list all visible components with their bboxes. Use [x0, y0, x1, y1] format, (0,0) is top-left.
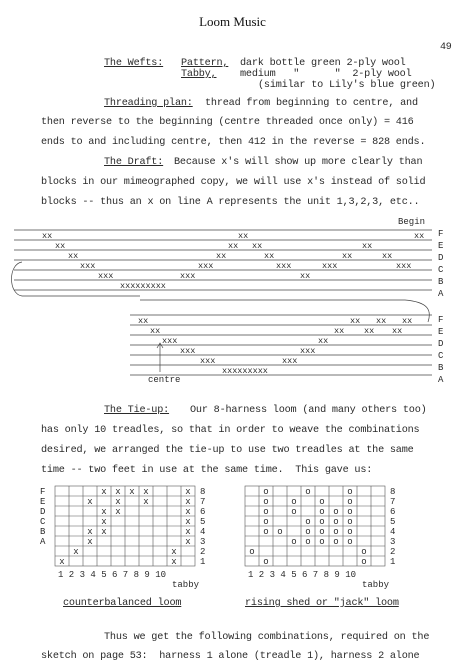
- row-number: 4: [390, 527, 396, 537]
- row-number: 2: [200, 547, 206, 557]
- tabby-label: tabby: [172, 580, 200, 590]
- row-number: 5: [390, 517, 396, 527]
- svg-text:xx: xx: [150, 326, 161, 336]
- svg-text:o: o: [319, 517, 325, 527]
- threading-draft-diagram: [0, 210, 465, 385]
- svg-text:o: o: [291, 507, 297, 517]
- svg-text:xxx: xxx: [322, 261, 338, 271]
- draft-line-2: blocks in our mimeographed copy, we will use x's instead of solid: [41, 177, 426, 188]
- threading-line-1: thread from beginning to centre, and: [205, 98, 418, 109]
- threading-label: Threading plan:: [104, 98, 193, 109]
- treadle-numbers: 1 2 3 4 5 6 7 8 9 10: [248, 570, 357, 580]
- draft-label: The Draft:: [104, 157, 164, 168]
- svg-text:xx: xx: [364, 326, 375, 336]
- closing-line-1: Thus we get the following combinations, required on the: [104, 632, 430, 643]
- row-number: 4: [200, 527, 206, 537]
- harness-letter: C: [438, 265, 444, 275]
- harness-letter: E: [438, 327, 444, 337]
- page-number: 49: [440, 42, 452, 53]
- svg-text:xx: xx: [376, 316, 387, 326]
- svg-text:xx: xx: [252, 241, 263, 251]
- begin-label: Begin: [398, 217, 426, 227]
- svg-text:o: o: [333, 517, 339, 527]
- svg-text:x: x: [115, 507, 121, 517]
- tieup-line-3: desired, we arranged the tie-up to use two treadles at the same: [41, 445, 414, 456]
- harness-letter: A: [438, 289, 444, 299]
- svg-text:o: o: [263, 557, 269, 567]
- harness-letter: B: [438, 277, 444, 287]
- svg-text:xx: xx: [342, 251, 353, 261]
- pattern-label: Pattern,: [181, 58, 229, 69]
- svg-text:xx: xx: [300, 271, 311, 281]
- tabby-label: tabby: [362, 580, 390, 590]
- svg-text:x: x: [101, 517, 107, 527]
- svg-text:o: o: [347, 527, 353, 537]
- closing-line-2: sketch on page 53: harness 1 alone (treadle 1), harness 2 alone: [41, 651, 420, 662]
- svg-text:o: o: [347, 487, 353, 497]
- svg-text:o: o: [319, 507, 325, 517]
- draft-line-3: blocks -- thus an x on line A represents the unit 1,3,2,3, etc..: [41, 197, 420, 208]
- svg-text:x: x: [143, 487, 149, 497]
- row-number: 6: [390, 507, 396, 517]
- svg-text:o: o: [305, 487, 311, 497]
- harness-letter: E: [438, 241, 444, 251]
- harness-letter: D: [438, 339, 444, 349]
- row-number: 6: [200, 507, 206, 517]
- svg-text:o: o: [305, 527, 311, 537]
- svg-text:o: o: [347, 497, 353, 507]
- svg-text:x: x: [143, 497, 149, 507]
- svg-text:o: o: [305, 537, 311, 547]
- svg-text:x: x: [185, 517, 191, 527]
- svg-text:xxx: xxx: [198, 261, 214, 271]
- svg-text:x: x: [185, 487, 191, 497]
- svg-text:x: x: [185, 537, 191, 547]
- svg-text:xx: xx: [382, 251, 393, 261]
- svg-text:o: o: [333, 527, 339, 537]
- svg-text:xx: xx: [228, 241, 239, 251]
- svg-text:xxx: xxx: [276, 261, 292, 271]
- svg-text:xxx: xxx: [98, 271, 114, 281]
- svg-text:o: o: [361, 547, 367, 557]
- tieup-line-4: time -- two feet in use at the same time. This gave us:: [41, 465, 373, 476]
- svg-text:x: x: [129, 487, 135, 497]
- svg-text:o: o: [305, 517, 311, 527]
- svg-text:xxxxxxxxx: xxxxxxxxx: [120, 281, 166, 291]
- svg-text:xx: xx: [402, 316, 413, 326]
- svg-text:x: x: [185, 507, 191, 517]
- svg-text:o: o: [291, 537, 297, 547]
- tieup-label: The Tie-up:: [104, 405, 170, 416]
- tabby-label: Tabby,: [181, 69, 217, 80]
- harness-letter: C: [438, 351, 444, 361]
- row-number: 8: [390, 487, 396, 497]
- svg-text:o: o: [319, 527, 325, 537]
- harness-letter: A: [438, 375, 444, 385]
- svg-text:x: x: [59, 557, 65, 567]
- svg-text:xx: xx: [68, 251, 79, 261]
- draft-line-1: Because x's will show up more clearly than: [174, 157, 423, 168]
- svg-text:x: x: [73, 547, 79, 557]
- svg-text:xxx: xxx: [396, 261, 412, 271]
- row-number: 1: [390, 557, 396, 567]
- svg-text:xx: xx: [334, 326, 345, 336]
- svg-text:xxx: xxx: [162, 336, 178, 346]
- svg-text:o: o: [333, 507, 339, 517]
- svg-text:xx: xx: [216, 251, 227, 261]
- row-number: 2: [390, 547, 396, 557]
- tieup-line-2: has only 10 treadles, so that in order to weave the combinations: [41, 425, 420, 436]
- threading-line-2: then reverse to the beginning (centre threaded once only) = 416: [41, 117, 414, 128]
- harness-letter: F: [438, 229, 444, 239]
- tieup-diagrams: [0, 478, 465, 598]
- svg-text:xxx: xxx: [282, 356, 298, 366]
- svg-text:xx: xx: [42, 231, 53, 241]
- running-header: Loom Music: [199, 14, 266, 29]
- treadle-numbers: 1 2 3 4 5 6 7 8 9 10: [58, 570, 167, 580]
- harness-letter: D: [438, 253, 444, 263]
- svg-text:x: x: [101, 507, 107, 517]
- svg-text:xx: xx: [238, 231, 249, 241]
- svg-text:o: o: [277, 527, 283, 537]
- svg-text:xx: xx: [138, 316, 149, 326]
- row-number: 7: [200, 497, 206, 507]
- row-letter: F: [40, 487, 46, 497]
- harness-letter: F: [438, 315, 444, 325]
- row-number: 7: [390, 497, 396, 507]
- row-number: 5: [200, 517, 206, 527]
- svg-text:o: o: [263, 487, 269, 497]
- svg-text:xxx: xxx: [200, 356, 216, 366]
- svg-text:xxx: xxx: [180, 271, 196, 281]
- svg-text:o: o: [263, 517, 269, 527]
- svg-text:xx: xx: [350, 316, 361, 326]
- svg-text:xxxxxxxxx: xxxxxxxxx: [222, 366, 268, 376]
- svg-text:x: x: [115, 487, 121, 497]
- svg-text:x: x: [171, 557, 177, 567]
- svg-text:xxx: xxx: [300, 346, 316, 356]
- left-caption: counterbalanced loom: [63, 598, 182, 609]
- svg-text:xx: xx: [55, 241, 66, 251]
- tieup-line-1: Our 8-harness loom (and many others too): [190, 405, 427, 416]
- row-letter: C: [40, 517, 46, 527]
- svg-text:o: o: [319, 497, 325, 507]
- svg-text:o: o: [319, 537, 325, 547]
- svg-text:x: x: [101, 527, 107, 537]
- svg-text:x: x: [87, 527, 93, 537]
- svg-text:o: o: [263, 497, 269, 507]
- svg-text:x: x: [185, 497, 191, 507]
- svg-text:xx: xx: [318, 336, 329, 346]
- tabby-note: (similar to Lily's blue green): [258, 80, 436, 91]
- svg-text:o: o: [347, 537, 353, 547]
- centre-label: centre: [148, 375, 181, 385]
- svg-text:xxx: xxx: [80, 261, 96, 271]
- svg-text:x: x: [101, 487, 107, 497]
- svg-text:o: o: [347, 517, 353, 527]
- svg-text:x: x: [185, 527, 191, 537]
- row-number: 3: [390, 537, 396, 547]
- wefts-label: The Wefts:: [104, 58, 164, 69]
- svg-text:o: o: [249, 547, 255, 557]
- svg-text:x: x: [115, 497, 121, 507]
- row-letter: A: [40, 537, 46, 547]
- svg-text:o: o: [263, 527, 269, 537]
- row-letter: D: [40, 507, 46, 517]
- row-number: 3: [200, 537, 206, 547]
- svg-text:o: o: [347, 507, 353, 517]
- threading-line-3: ends to and including centre, then 412 in the reverse = 828 ends.: [41, 137, 426, 148]
- svg-text:x: x: [87, 497, 93, 507]
- right-caption: rising shed or "jack" loom: [245, 598, 399, 609]
- svg-text:o: o: [263, 507, 269, 517]
- svg-text:xx: xx: [392, 326, 403, 336]
- pattern-text: dark bottle green 2-ply wool: [240, 58, 406, 69]
- tabby-text: medium " " 2-ply wool: [240, 69, 412, 80]
- svg-text:o: o: [361, 557, 367, 567]
- row-number: 1: [200, 557, 206, 567]
- svg-text:o: o: [333, 537, 339, 547]
- svg-text:x: x: [87, 537, 93, 547]
- svg-text:xx: xx: [264, 251, 275, 261]
- svg-text:xx: xx: [414, 231, 425, 241]
- row-letter: E: [40, 497, 46, 507]
- svg-text:o: o: [291, 497, 297, 507]
- svg-text:x: x: [171, 547, 177, 557]
- svg-text:xxx: xxx: [180, 346, 196, 356]
- row-letter: B: [40, 527, 46, 537]
- harness-letter: B: [438, 363, 444, 373]
- row-number: 8: [200, 487, 206, 497]
- svg-text:xx: xx: [362, 241, 373, 251]
